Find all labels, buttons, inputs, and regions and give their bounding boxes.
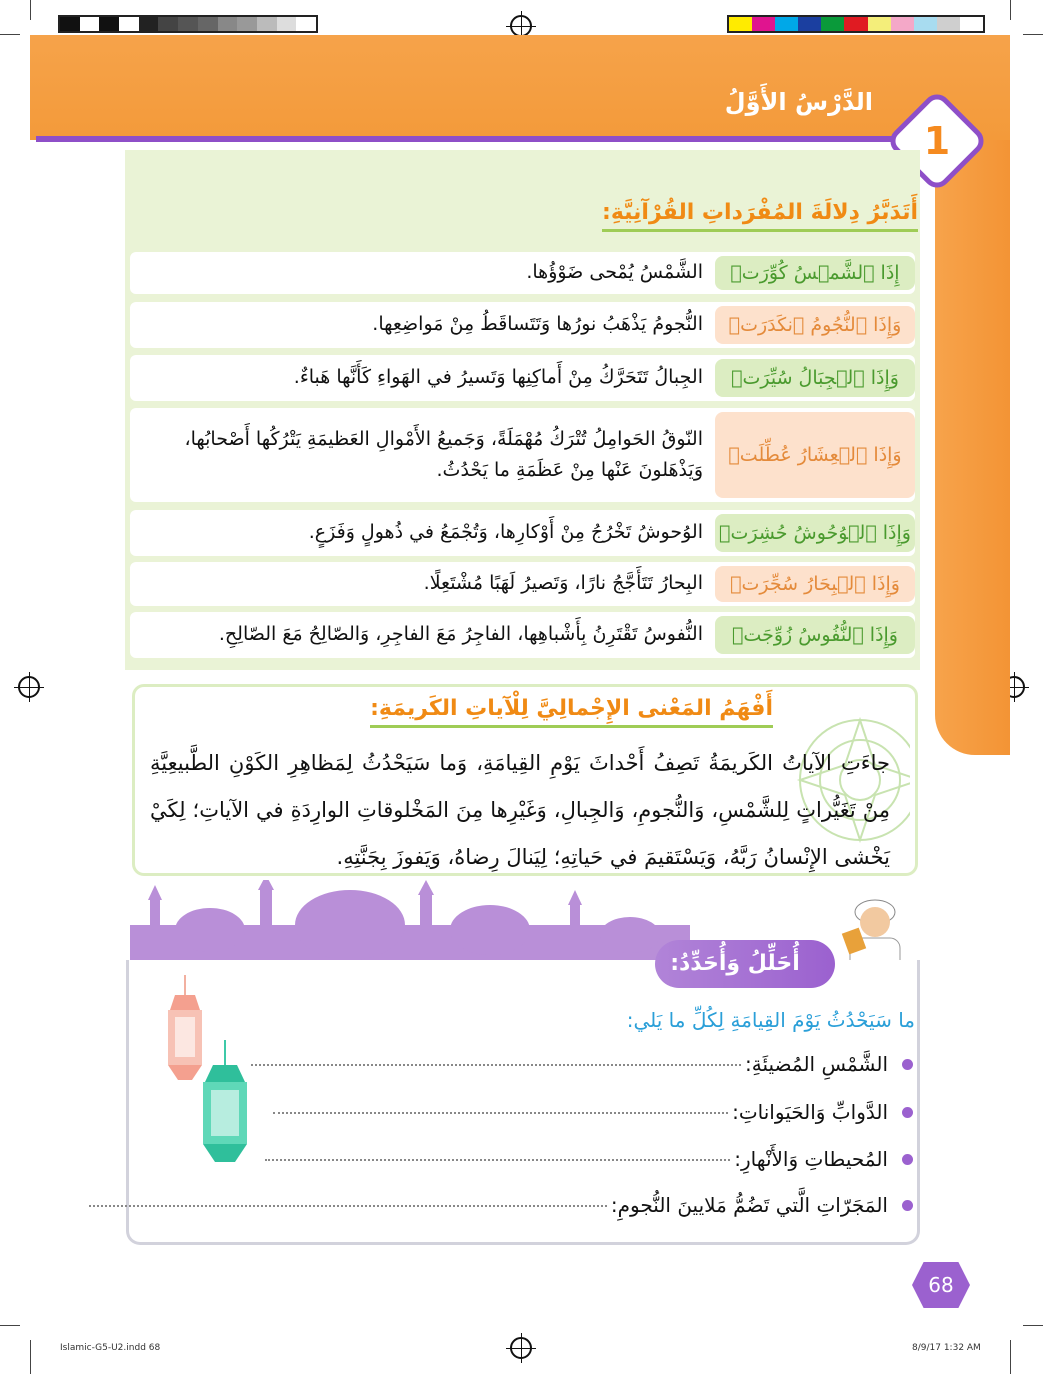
bullet-icon	[902, 1200, 913, 1211]
bullet-icon	[902, 1154, 913, 1165]
verse-meaning: الشَّمْسُ يُمْحى ضَوْؤُها.	[526, 261, 703, 284]
lantern-teal-icon	[195, 1040, 255, 1170]
answer-item	[251, 1052, 913, 1076]
bullet-icon	[902, 1059, 913, 1070]
footer-file: Islamic-G5-U2.indd 68	[60, 1343, 161, 1353]
registration-strip-gray	[58, 15, 318, 33]
vocabulary-row	[130, 355, 915, 401]
footer-date: 8/9/17 1:32 AM	[912, 1343, 981, 1353]
answer-line[interactable]	[265, 1158, 730, 1161]
boy-reading-illustration	[830, 890, 920, 970]
vocabulary-row	[130, 408, 915, 502]
page-number: 68	[928, 1273, 954, 1297]
vocabulary-row	[130, 612, 915, 658]
analyze-question: ما سَيَحْدُثُ يَوْمَ القِيامَةِ لِكُلِّ ما يَلي:	[626, 1008, 915, 1032]
answer-line[interactable]	[273, 1111, 728, 1114]
verse-meaning: النُّفوسُ تَقْتَرِنُ بِأَشْباهِها، الفاجِرُ مَعَ الفاجِرِ، وَالصّالِحُ مَعَ الصّالِحِ.	[218, 623, 703, 646]
summary-heading: أَفْهَمُ المَعْنى الإِجْمالِيَّ لِلْآياتِ الكَريمَةِ:	[370, 696, 773, 728]
crop-mark	[1010, 0, 1011, 20]
verse-meaning: الوُحوشُ تَخْرُجُ مِنْ أَوْكارِها، وَتُجْمَعُ في ذُهولٍ وَفَزَعٍ.	[308, 521, 703, 544]
vocabulary-row	[130, 252, 915, 294]
verse-cell: وَإِذَا ٱلنُّجُومُ ٱنكَدَرَتۡ	[715, 306, 915, 344]
answer-line[interactable]	[251, 1063, 741, 1066]
analyze-heading: أُحَلِّلُ وَأُحَدِّدُ:	[670, 951, 800, 976]
mosque-silhouette	[130, 880, 690, 960]
vocabulary-row	[130, 562, 915, 606]
crop-mark	[1010, 1340, 1011, 1374]
answer-item	[265, 1147, 913, 1171]
vocabulary-heading: أَتَدَبَّرُ دِلالَةَ المُفْرَداتِ القُرْآنِيَّةِ:	[602, 200, 918, 232]
answer-item	[273, 1100, 913, 1124]
crop-mark	[0, 34, 20, 35]
crop-mark	[0, 1325, 20, 1326]
verse-cell: وَإِذَا ٱلۡوُحُوشُ حُشِرَتۡ	[715, 514, 915, 552]
verse-meaning: البِحارُ تَتَأَجَّجُ نارًا، وَتَصيرُ لَهَبًا مُشْتَعِلًا.	[423, 572, 703, 595]
verse-cell: وَإِذَا ٱلنُّفُوسُ زُوِّجَتۡ	[715, 616, 915, 654]
crop-mark	[1023, 1325, 1043, 1326]
verse-meaning: النُّجومُ يَذْهَبُ نورُها وَتَتَساقَطُ مِنْ مَواضِعِها.	[372, 313, 703, 336]
crop-mark	[1023, 34, 1043, 35]
verse-cell: وَإِذَا ٱلۡبِحَارُ سُجِّرَتۡ	[715, 566, 915, 602]
lesson-number: 1	[923, 119, 951, 163]
answer-prompt: المُحيطاتِ وَالأَنْهارِ:	[734, 1147, 888, 1171]
summary-text: جاءَتِ الآياتُ الكَريمَةُ تَصِفُ أَحْداثَ يَوْمِ القِيامَةِ، وَما سَيَحْدُثُ لِمَظاهِرِ الكَوْنِ الطَّبيعِيَّةِ مِنْ تَغَيُّراتٍ لِلشَّمْسِ، وَالنُّجومِ، وَالجِبالِ، وَغَيْرِها مِنَ المَخْلوقاتِ الوارِدَةِ في الآياتِ؛ لِكَيْ يَخْشى الإِنْسانُ رَبَّهُ، وَيَسْتَقيمَ في حَياتِهِ؛ لِيَنالَ رِضاهُ، وَيَفوزَ بِجَنَّتِهِ.	[150, 751, 890, 869]
registration-mark-bottom	[510, 1337, 532, 1359]
header-purple-line	[36, 136, 936, 142]
verse-cell: إِذَا ٱلشَّمۡسُ كُوِّرَتۡ	[715, 256, 915, 290]
bullet-icon	[902, 1107, 913, 1118]
answer-item	[89, 1193, 913, 1217]
verse-meaning: الجِبالُ تَتَحَرَّكُ مِنْ أَماكِنِها وَتَسيرُ في الهَواءِ كَأَنَّها هَباءٌ.	[293, 366, 703, 389]
verse-meaning: النّوقُ الحَوامِلُ تُتْرَكُ مُهْمَلَةً، وَجَميعُ الأَمْوالِ العَظيمَةِ يَتْرُكُها أَصْحابُها، وَيَذْهَلونَ عَنْها مِنْ عَظَمَةِ ما يَحْدُثُ.	[184, 427, 703, 481]
crop-mark	[30, 0, 31, 20]
verse-cell: وَإِذَا ٱلۡعِشَارُ عُطِّلَتۡ	[715, 412, 915, 498]
vocabulary-row	[130, 510, 915, 556]
answer-prompt: الدَّوابِّ وَالحَيَواناتِ:	[732, 1100, 888, 1124]
vocabulary-row	[130, 302, 915, 348]
registration-strip-color	[727, 15, 985, 33]
answer-prompt: الشَّمْسِ المُضيئَةِ:	[745, 1052, 888, 1076]
registration-mark-top	[510, 15, 532, 37]
registration-mark-left	[18, 676, 40, 698]
verse-cell: وَإِذَا ٱلۡجِبَالُ سُيِّرَتۡ	[715, 359, 915, 397]
lesson-title: الدَّرْسُ الأَوَّلُ	[724, 88, 873, 116]
answer-line[interactable]	[89, 1204, 607, 1207]
crop-mark	[30, 1340, 31, 1374]
answer-prompt: المَجَرّاتِ الَّتي تَضُمُّ مَلايينَ النُّجومِ:	[610, 1193, 888, 1217]
